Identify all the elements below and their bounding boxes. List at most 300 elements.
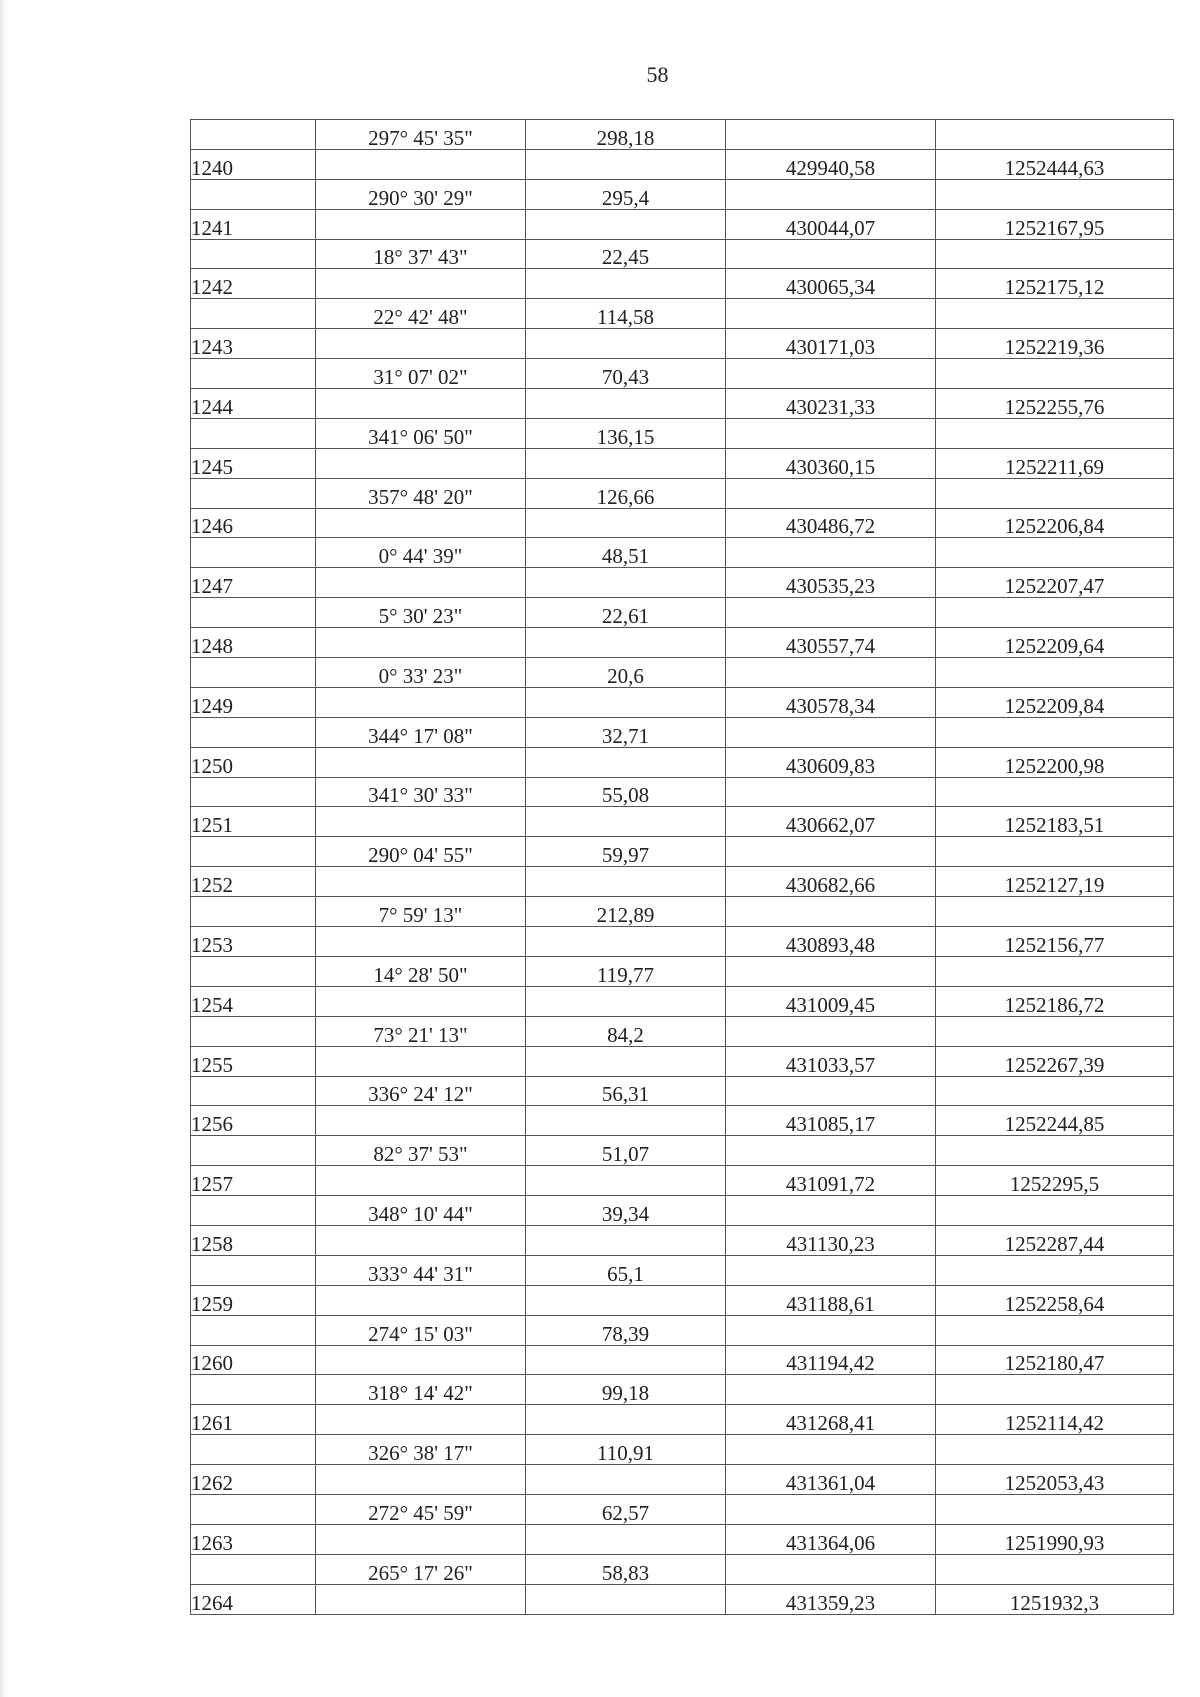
empty-cell — [526, 1046, 726, 1076]
point-row — [191, 209, 1174, 239]
point-number-cell: 1240 — [191, 149, 316, 179]
distance-cell: 22,45 — [526, 239, 726, 269]
direction-angle-cell: 31° 07' 02" — [316, 359, 526, 389]
distance-cell: 48,51 — [526, 538, 726, 568]
point-number-cell: 1262 — [191, 1465, 316, 1495]
empty-cell — [726, 658, 936, 688]
empty-cell — [526, 269, 726, 299]
empty-cell — [316, 1225, 526, 1255]
segment-row — [191, 717, 1174, 747]
x-coordinate-cell: 431364,06 — [726, 1524, 936, 1554]
point-row — [191, 1345, 1174, 1375]
point-row — [191, 747, 1174, 777]
y-coordinate-cell: 1252156,77 — [936, 927, 1174, 957]
empty-cell — [526, 927, 726, 957]
empty-cell — [191, 598, 316, 628]
distance-cell: 136,15 — [526, 418, 726, 448]
direction-angle-cell: 14° 28' 50" — [316, 956, 526, 986]
segment-row — [191, 1435, 1174, 1465]
empty-cell — [936, 1494, 1174, 1524]
point-number-cell: 1254 — [191, 986, 316, 1016]
distance-cell: 119,77 — [526, 956, 726, 986]
empty-cell — [316, 1106, 526, 1136]
empty-cell — [726, 1196, 936, 1226]
point-number-cell: 1243 — [191, 329, 316, 359]
point-number-cell: 1245 — [191, 448, 316, 478]
empty-cell — [526, 448, 726, 478]
direction-angle-cell: 297° 45' 35" — [316, 120, 526, 150]
empty-cell — [191, 1554, 316, 1584]
y-coordinate-cell: 1252287,44 — [936, 1225, 1174, 1255]
direction-angle-cell: 7° 59' 13" — [316, 897, 526, 927]
empty-cell — [526, 1345, 726, 1375]
empty-cell — [526, 1405, 726, 1435]
empty-cell — [191, 837, 316, 867]
y-coordinate-cell: 1252267,39 — [936, 1046, 1174, 1076]
point-row — [191, 687, 1174, 717]
empty-cell — [726, 120, 936, 150]
x-coordinate-cell: 430231,33 — [726, 389, 936, 419]
segment-row — [191, 777, 1174, 807]
x-coordinate-cell: 430171,03 — [726, 329, 936, 359]
direction-angle-cell: 0° 33' 23" — [316, 658, 526, 688]
segment-row — [191, 1554, 1174, 1584]
distance-cell: 58,83 — [526, 1554, 726, 1584]
empty-cell — [936, 598, 1174, 628]
empty-cell — [726, 598, 936, 628]
empty-cell — [936, 1435, 1174, 1465]
empty-cell — [191, 658, 316, 688]
empty-cell — [191, 1494, 316, 1524]
distance-cell: 78,39 — [526, 1315, 726, 1345]
distance-cell: 295,4 — [526, 179, 726, 209]
point-row — [191, 1166, 1174, 1196]
empty-cell — [191, 1435, 316, 1465]
empty-cell — [316, 568, 526, 598]
empty-cell — [316, 508, 526, 538]
point-number-cell: 1251 — [191, 807, 316, 837]
y-coordinate-cell: 1252219,36 — [936, 329, 1174, 359]
point-row — [191, 508, 1174, 538]
empty-cell — [526, 1225, 726, 1255]
empty-cell — [726, 359, 936, 389]
y-coordinate-cell: 1251932,3 — [936, 1584, 1174, 1614]
distance-cell: 20,6 — [526, 658, 726, 688]
direction-angle-cell: 73° 21' 13" — [316, 1016, 526, 1046]
segment-row — [191, 179, 1174, 209]
x-coordinate-cell: 431268,41 — [726, 1405, 936, 1435]
point-row — [191, 986, 1174, 1016]
empty-cell — [726, 1554, 936, 1584]
x-coordinate-cell: 431361,04 — [726, 1465, 936, 1495]
page-number: 58 — [646, 62, 669, 87]
empty-cell — [316, 329, 526, 359]
point-number-cell: 1261 — [191, 1405, 316, 1435]
x-coordinate-cell: 431194,42 — [726, 1345, 936, 1375]
empty-cell — [726, 1076, 936, 1106]
empty-cell — [726, 897, 936, 927]
empty-cell — [316, 1046, 526, 1076]
y-coordinate-cell: 1252167,95 — [936, 209, 1174, 239]
empty-cell — [726, 777, 936, 807]
direction-angle-cell: 333° 44' 31" — [316, 1255, 526, 1285]
distance-cell: 56,31 — [526, 1076, 726, 1106]
empty-cell — [191, 1196, 316, 1226]
point-row — [191, 807, 1174, 837]
empty-cell — [726, 1375, 936, 1405]
distance-cell: 59,97 — [526, 837, 726, 867]
empty-cell — [316, 1345, 526, 1375]
distance-cell: 22,61 — [526, 598, 726, 628]
empty-cell — [316, 1405, 526, 1435]
empty-cell — [191, 120, 316, 150]
y-coordinate-cell: 1252186,72 — [936, 986, 1174, 1016]
empty-cell — [316, 209, 526, 239]
empty-cell — [316, 1584, 526, 1614]
segment-row — [191, 359, 1174, 389]
empty-cell — [726, 1136, 936, 1166]
empty-cell — [191, 1315, 316, 1345]
point-row — [191, 389, 1174, 419]
distance-cell: 39,34 — [526, 1196, 726, 1226]
y-coordinate-cell: 1252175,12 — [936, 269, 1174, 299]
empty-cell — [191, 777, 316, 807]
segment-row — [191, 837, 1174, 867]
y-coordinate-cell: 1252209,84 — [936, 687, 1174, 717]
direction-angle-cell: 341° 30' 33" — [316, 777, 526, 807]
distance-cell: 84,2 — [526, 1016, 726, 1046]
empty-cell — [526, 389, 726, 419]
empty-cell — [936, 1136, 1174, 1166]
x-coordinate-cell: 430682,66 — [726, 867, 936, 897]
point-number-cell: 1244 — [191, 389, 316, 419]
direction-angle-cell: 82° 37' 53" — [316, 1136, 526, 1166]
empty-cell — [936, 179, 1174, 209]
point-number-cell: 1241 — [191, 209, 316, 239]
empty-cell — [191, 239, 316, 269]
empty-cell — [526, 628, 726, 658]
empty-cell — [726, 418, 936, 448]
empty-cell — [526, 1584, 726, 1614]
distance-cell: 62,57 — [526, 1494, 726, 1524]
empty-cell — [936, 1196, 1174, 1226]
point-number-cell: 1255 — [191, 1046, 316, 1076]
y-coordinate-cell: 1252114,42 — [936, 1405, 1174, 1435]
empty-cell — [526, 1166, 726, 1196]
y-coordinate-cell: 1252211,69 — [936, 448, 1174, 478]
segment-row — [191, 538, 1174, 568]
empty-cell — [316, 927, 526, 957]
point-number-cell: 1242 — [191, 269, 316, 299]
empty-cell — [726, 179, 936, 209]
point-row — [191, 329, 1174, 359]
direction-angle-cell: 265° 17' 26" — [316, 1554, 526, 1584]
y-coordinate-cell: 1252258,64 — [936, 1285, 1174, 1315]
direction-angle-cell: 272° 45' 59" — [316, 1494, 526, 1524]
segment-row — [191, 1375, 1174, 1405]
point-row — [191, 1046, 1174, 1076]
empty-cell — [936, 777, 1174, 807]
y-coordinate-cell: 1252183,51 — [936, 807, 1174, 837]
point-number-cell: 1258 — [191, 1225, 316, 1255]
direction-angle-cell: 290° 30' 29" — [316, 179, 526, 209]
direction-angle-cell: 5° 30' 23" — [316, 598, 526, 628]
x-coordinate-cell: 430662,07 — [726, 807, 936, 837]
point-number-cell: 1257 — [191, 1166, 316, 1196]
empty-cell — [936, 299, 1174, 329]
x-coordinate-cell: 431359,23 — [726, 1584, 936, 1614]
y-coordinate-cell: 1252295,5 — [936, 1166, 1174, 1196]
point-row — [191, 927, 1174, 957]
x-coordinate-cell: 430486,72 — [726, 508, 936, 538]
empty-cell — [316, 986, 526, 1016]
segment-row — [191, 1255, 1174, 1285]
empty-cell — [726, 837, 936, 867]
empty-cell — [316, 1285, 526, 1315]
empty-cell — [191, 478, 316, 508]
point-number-cell: 1247 — [191, 568, 316, 598]
empty-cell — [936, 1255, 1174, 1285]
point-number-cell: 1253 — [191, 927, 316, 957]
segment-row — [191, 658, 1174, 688]
direction-angle-cell: 318° 14' 42" — [316, 1375, 526, 1405]
direction-angle-cell: 326° 38' 17" — [316, 1435, 526, 1465]
segment-row — [191, 956, 1174, 986]
empty-cell — [191, 1375, 316, 1405]
empty-cell — [526, 149, 726, 179]
empty-cell — [936, 837, 1174, 867]
y-coordinate-cell: 1252255,76 — [936, 389, 1174, 419]
empty-cell — [936, 1554, 1174, 1584]
point-row — [191, 867, 1174, 897]
empty-cell — [191, 1076, 316, 1106]
point-number-cell: 1249 — [191, 687, 316, 717]
empty-cell — [316, 389, 526, 419]
empty-cell — [191, 418, 316, 448]
empty-cell — [526, 209, 726, 239]
segment-row — [191, 598, 1174, 628]
empty-cell — [726, 717, 936, 747]
direction-angle-cell: 344° 17' 08" — [316, 717, 526, 747]
segment-row — [191, 1494, 1174, 1524]
distance-cell: 110,91 — [526, 1435, 726, 1465]
empty-cell — [726, 1315, 936, 1345]
empty-cell — [316, 867, 526, 897]
y-coordinate-cell: 1252200,98 — [936, 747, 1174, 777]
x-coordinate-cell: 431188,61 — [726, 1285, 936, 1315]
x-coordinate-cell: 431091,72 — [726, 1166, 936, 1196]
point-number-cell: 1246 — [191, 508, 316, 538]
point-row — [191, 1106, 1174, 1136]
x-coordinate-cell: 430065,34 — [726, 269, 936, 299]
y-coordinate-cell: 1252206,84 — [936, 508, 1174, 538]
direction-angle-cell: 357° 48' 20" — [316, 478, 526, 508]
empty-cell — [526, 1465, 726, 1495]
empty-cell — [191, 359, 316, 389]
empty-cell — [936, 956, 1174, 986]
point-number-cell: 1248 — [191, 628, 316, 658]
segment-row — [191, 299, 1174, 329]
coordinates-table-body — [191, 120, 1174, 1615]
empty-cell — [191, 717, 316, 747]
segment-row — [191, 897, 1174, 927]
x-coordinate-cell: 430044,07 — [726, 209, 936, 239]
empty-cell — [936, 418, 1174, 448]
empty-cell — [936, 359, 1174, 389]
direction-angle-cell: 0° 44' 39" — [316, 538, 526, 568]
distance-cell: 51,07 — [526, 1136, 726, 1166]
direction-angle-cell: 348° 10' 44" — [316, 1196, 526, 1226]
empty-cell — [726, 239, 936, 269]
direction-angle-cell: 22° 42' 48" — [316, 299, 526, 329]
segment-row — [191, 1196, 1174, 1226]
x-coordinate-cell: 431085,17 — [726, 1106, 936, 1136]
empty-cell — [191, 299, 316, 329]
empty-cell — [936, 1315, 1174, 1345]
distance-cell: 99,18 — [526, 1375, 726, 1405]
segment-row — [191, 239, 1174, 269]
empty-cell — [936, 1375, 1174, 1405]
point-row — [191, 1465, 1174, 1495]
x-coordinate-cell: 430609,83 — [726, 747, 936, 777]
x-coordinate-cell: 430578,34 — [726, 687, 936, 717]
distance-cell: 212,89 — [526, 897, 726, 927]
x-coordinate-cell: 431009,45 — [726, 986, 936, 1016]
y-coordinate-cell: 1252180,47 — [936, 1345, 1174, 1375]
point-row — [191, 1524, 1174, 1554]
scan-edge — [0, 0, 6, 1697]
direction-angle-cell: 274° 15' 03" — [316, 1315, 526, 1345]
empty-cell — [936, 1076, 1174, 1106]
empty-cell — [316, 747, 526, 777]
empty-cell — [526, 1285, 726, 1315]
empty-cell — [726, 1016, 936, 1046]
point-number-cell: 1263 — [191, 1524, 316, 1554]
empty-cell — [526, 867, 726, 897]
empty-cell — [936, 717, 1174, 747]
empty-cell — [526, 508, 726, 538]
direction-angle-cell: 336° 24' 12" — [316, 1076, 526, 1106]
point-row — [191, 1285, 1174, 1315]
empty-cell — [726, 478, 936, 508]
point-number-cell: 1252 — [191, 867, 316, 897]
coordinates-table — [190, 119, 1174, 1615]
x-coordinate-cell: 431130,23 — [726, 1225, 936, 1255]
x-coordinate-cell: 430893,48 — [726, 927, 936, 957]
distance-cell: 55,08 — [526, 777, 726, 807]
segment-row — [191, 1315, 1174, 1345]
distance-cell: 126,66 — [526, 478, 726, 508]
direction-angle-cell: 18° 37' 43" — [316, 239, 526, 269]
empty-cell — [936, 239, 1174, 269]
empty-cell — [526, 687, 726, 717]
point-row — [191, 448, 1174, 478]
y-coordinate-cell: 1252244,85 — [936, 1106, 1174, 1136]
empty-cell — [526, 568, 726, 598]
x-coordinate-cell: 429940,58 — [726, 149, 936, 179]
empty-cell — [726, 1494, 936, 1524]
y-coordinate-cell: 1252209,64 — [936, 628, 1174, 658]
empty-cell — [526, 1106, 726, 1136]
x-coordinate-cell: 430360,15 — [726, 448, 936, 478]
empty-cell — [191, 1016, 316, 1046]
empty-cell — [936, 1016, 1174, 1046]
direction-angle-cell: 290° 04' 55" — [316, 837, 526, 867]
empty-cell — [936, 897, 1174, 927]
empty-cell — [316, 628, 526, 658]
empty-cell — [191, 956, 316, 986]
empty-cell — [936, 120, 1174, 150]
point-number-cell: 1259 — [191, 1285, 316, 1315]
y-coordinate-cell: 1251990,93 — [936, 1524, 1174, 1554]
segment-row — [191, 1076, 1174, 1106]
empty-cell — [316, 1166, 526, 1196]
point-number-cell: 1264 — [191, 1584, 316, 1614]
x-coordinate-cell: 430557,74 — [726, 628, 936, 658]
point-number-cell: 1250 — [191, 747, 316, 777]
empty-cell — [936, 658, 1174, 688]
empty-cell — [526, 747, 726, 777]
y-coordinate-cell: 1252207,47 — [936, 568, 1174, 598]
empty-cell — [191, 1136, 316, 1166]
distance-cell: 298,18 — [526, 120, 726, 150]
empty-cell — [726, 538, 936, 568]
y-coordinate-cell: 1252053,43 — [936, 1465, 1174, 1495]
empty-cell — [316, 687, 526, 717]
point-row — [191, 1225, 1174, 1255]
empty-cell — [316, 149, 526, 179]
point-row — [191, 269, 1174, 299]
empty-cell — [726, 299, 936, 329]
empty-cell — [526, 807, 726, 837]
distance-cell: 32,71 — [526, 717, 726, 747]
point-row — [191, 1405, 1174, 1435]
empty-cell — [316, 807, 526, 837]
y-coordinate-cell: 1252444,63 — [936, 149, 1174, 179]
point-row — [191, 568, 1174, 598]
y-coordinate-cell: 1252127,19 — [936, 867, 1174, 897]
point-number-cell: 1256 — [191, 1106, 316, 1136]
empty-cell — [526, 986, 726, 1016]
distance-cell: 114,58 — [526, 299, 726, 329]
empty-cell — [191, 179, 316, 209]
empty-cell — [316, 1465, 526, 1495]
x-coordinate-cell: 430535,23 — [726, 568, 936, 598]
empty-cell — [316, 269, 526, 299]
distance-cell: 65,1 — [526, 1255, 726, 1285]
empty-cell — [191, 1255, 316, 1285]
x-coordinate-cell: 431033,57 — [726, 1046, 936, 1076]
segment-row — [191, 478, 1174, 508]
empty-cell — [726, 1435, 936, 1465]
empty-cell — [936, 478, 1174, 508]
segment-row — [191, 1016, 1174, 1046]
empty-cell — [191, 897, 316, 927]
empty-cell — [526, 329, 726, 359]
empty-cell — [316, 1524, 526, 1554]
empty-cell — [726, 1255, 936, 1285]
segment-row — [191, 418, 1174, 448]
segment-row — [191, 1136, 1174, 1166]
empty-cell — [316, 448, 526, 478]
point-number-cell: 1260 — [191, 1345, 316, 1375]
segment-row — [191, 120, 1174, 150]
empty-cell — [726, 956, 936, 986]
empty-cell — [526, 1524, 726, 1554]
distance-cell: 70,43 — [526, 359, 726, 389]
point-row — [191, 149, 1174, 179]
direction-angle-cell: 341° 06' 50" — [316, 418, 526, 448]
